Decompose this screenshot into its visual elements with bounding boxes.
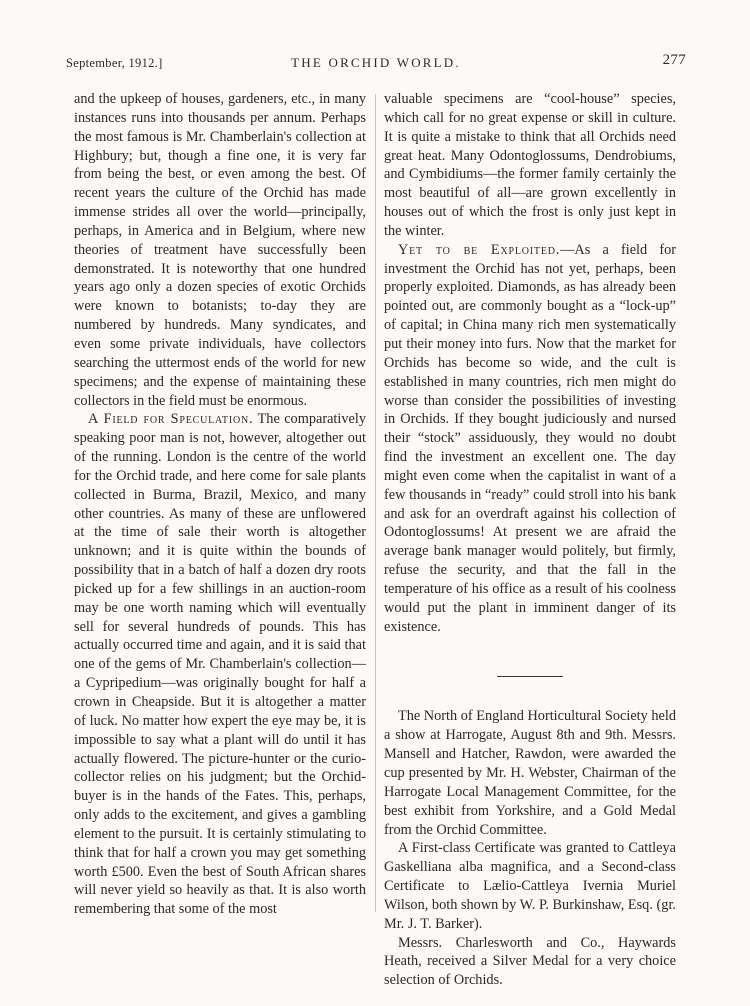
paragraph: and the upkeep of houses, gardeners, etc., in many instances runs into thousands per annum. Perhaps the most famous is Mr. Chamberlain's collection at Highbury; but, though a fine one, it is very far from being the best, or even among the best. Of recent years the culture of the Orchid has made immense strides all over the world—principally, perhaps, in America and in Belgium, where new theories of treatment have successfully been demonstrated. It is noteworthy that one hundred years ago only a dozen species of exotic Orchids were known to botanists; to-day they are numbered by hundreds. Many syndicates, and even some private individuals, have collectors searching the uttermost ends of the world for new specimens; and the expense of maintaining these collectors in the field must be enormous. (74, 91, 366, 409)
paragraph: A First-class Certificate was granted to Cattleya Gaskelliana alba magnifica, and a Second-class Certificate to Lælio-Cattleya Ivernia Muriel Wilson, both shown by W. P. Burkinshaw, Esq. (gr. Mr. J. T. Barker). (384, 840, 676, 932)
paragraph-text: The comparatively speaking poor man is not, however, altogether out of the running. London is the centre of the world for the Orchid trade, and here come for sale plants collected in Burma, Brazil, Mexico, and many other countries. As many of these are unflowered at the time of sale their worth is altogether unknown; and it is quite within the bounds of possibility that in a batch of half a dozen dry roots picked up for a few shillings in an auction-room may be one worth naming which will eventually sell for several hundreds of pounds. This has actually occurred time and again, and it is said that one of the gems of Mr. Chamberlain's collection—a Cypripedium—was originally bought for half a crown in Cheapside. But it is altogether a matter of luck. No matter how expert the eye may be, it is impossible to say what a plant will do until it has actually flowered. The picture-hunter or the curio-collector relies on his judgment; but the Orchid-buyer is in the hands of the Fates. This, perhaps, only adds to the excitement, and gives a gambling element to the pursuit. It is certainly stimulating to think that for half a crown you may get something worth £500. Even the best of South African shares will never yield so heavily as that. It is also worth remembering that some of the most (74, 411, 366, 918)
issue-date: September, 1912.] (66, 56, 163, 70)
right-column (384, 90, 676, 990)
journal-title: THE ORCHID WORLD. (291, 55, 461, 70)
paragraph (74, 410, 366, 919)
section-heading: Yet to be Exploited. (398, 241, 561, 258)
running-header (66, 52, 686, 74)
column-divider (375, 94, 376, 912)
page-number: 277 (662, 52, 686, 68)
paragraph: valuable specimens are “cool-house” species, which call for no great expense or skill in culture. It is quite a mistake to think that all Orchids need great heat. Many Odontoglossums, Dendrobiums, and Cymbidiums—the former family certainly the most beautiful of all—are grown excellently in houses out of which the frost is only just kept in the winter. (384, 91, 676, 239)
paragraph (384, 241, 676, 637)
section-divider (497, 676, 563, 677)
section-heading: A Field for Speculation. (88, 411, 254, 428)
paragraph: The North of England Horticultural Society held a show at Harrogate, August 8th and 9th. Messrs. Mansell and Hatcher, Rawdon, were awarded the cup presented by Mr. H. Webster, Chairman of the Harrogate Local Management Committee, for the best exhibit from Yorkshire, and a Gold Medal from the Orchid Committee. (384, 708, 676, 838)
left-column (74, 90, 366, 919)
paragraph-text: —As a field for investment the Orchid has not yet, perhaps, been properly exploited. Diamonds, as has already been pointed out, are commonly bought as a “lock-up” of capital; in China many rich men systematically put their money into furs. Now that the market for Orchids has become so wide, and the cult is established in many countries, rich men might do worse than consider the possibilities of investing in Orchids. If they bought judiciously and nursed their “stock” assiduously, they would no doubt find the investment an excellent one. The day might even come when the capitalist in want of a few thousands in “ready” could stroll into his bank and ask for an overdraft against his collection of Odontoglossums! At present we are afraid the average bank manager would politely, but firmly, refuse the security, and that the fall in the temperature of his office as a result of his coolness would put the plant in imminent danger of its existence. (384, 241, 676, 635)
paragraph: Messrs. Charlesworth and Co., Haywards Heath, received a Silver Medal for a very choice selection of Orchids. (384, 934, 676, 989)
